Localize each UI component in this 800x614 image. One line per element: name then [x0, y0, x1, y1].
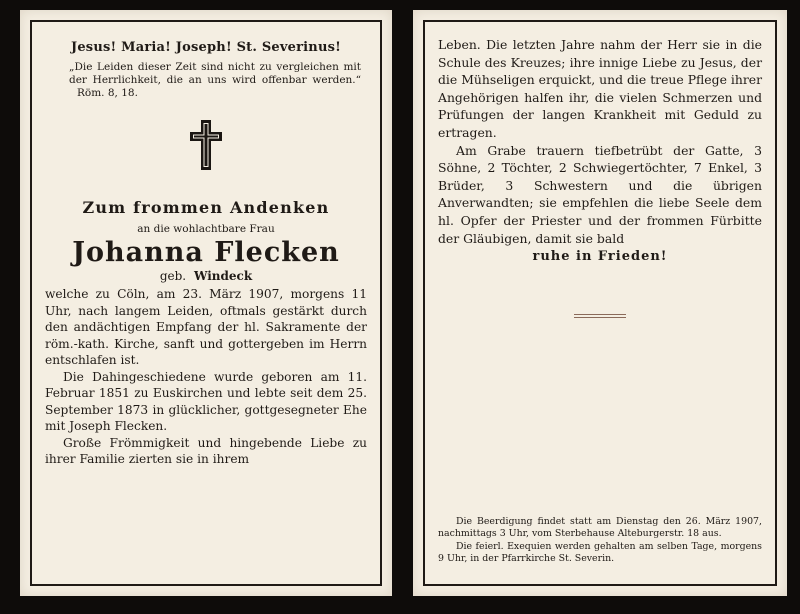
card-border [30, 20, 382, 586]
continuation-paragraph-1: Leben. Die letzten Jahre nahm der Herr sie in die Schule des Kreuzes; ihre innige Liebe zu Jesus, der die Mühseligen erquickt, und die treue Pflege ihrer Angehörigen halfen ihr, die vielen Schmerzen und Prüfungen der langen Krankheit mit Geduld zu ertragen. [438, 37, 762, 140]
cross-icon-wrap [45, 114, 367, 176]
funeral-notice [438, 516, 762, 566]
continuation-text [438, 36, 762, 247]
obituary-text [45, 286, 367, 468]
memorial-card-front [20, 10, 392, 596]
card-front-content [45, 34, 367, 570]
continuation-paragraph-2: Am Grabe trauern tiefbetrübt der Gatte, 3 Söhne, 2 Töchter, 2 Schwiegertöchter, 7 Enkel, 3 Brüder, 3 Schwestern und die übrigen Anverwandten; sie empfehlen die liebe Seele dem hl. Opfer der Priester und der frommen Fürbitte der Gläubigen, damit sie bald [438, 142, 762, 246]
nee-prefix: geb. [159, 269, 187, 283]
maiden-name: Windeck [193, 269, 253, 283]
funeral-notice-burial: Die Beerdigung findet statt am Dienstag den 26. März 1907, nachmittags 3 Uhr, vom Sterbehause Alteburgerstr. 18 aus. [438, 515, 762, 540]
obituary-paragraph-2: Die Dahingeschiedene wurde geboren am 11. Februar 1851 zu Euskirchen und lebte seit dem 25. September 1873 in glücklicher, gottgesegneter Ehe mit Joseph Flecken. [45, 369, 367, 433]
dedication: an die wohlachtbare Frau [137, 223, 275, 235]
quote-text: „Die Leiden dieser Zeit sind nicht zu vergleichen mit der Herrlichkeit, die an uns wird offenbar werden.“ [69, 61, 361, 86]
obituary-paragraph-3: Große Frömmigkeit und hingebende Liebe zu ihrer Familie zierten sie in ihrem [45, 435, 367, 466]
ornamental-divider [574, 314, 626, 318]
memorial-card-back [413, 10, 787, 596]
bible-quote [69, 61, 361, 100]
memorial-heading: Zum frommen Andenken [82, 198, 330, 217]
obituary-paragraph-1: welche zu Cöln, am 23. März 1907, morgens 11 Uhr, nach langem Leiden, oftmals gestärkt durch den andächtigen Empfang der hl. Sakramente der röm.-kath. Kirche, sanft und gottergeben im Herrn entschlafen ist. [45, 287, 367, 367]
maiden-name-line [45, 269, 367, 283]
card-border [423, 20, 777, 586]
invocation: Jesus! Maria! Joseph! St. Severinus! [70, 40, 342, 55]
quote-reference: Röm. 8, 18. [77, 87, 138, 99]
funeral-notice-exequies: Die feierl. Exequien werden gehalten am selben Tage, morgens 9 Uhr, in der Pfarrkirche St. Severin. [438, 540, 762, 565]
card-back-content [438, 34, 762, 570]
deceased-name: Johanna Flecken [72, 237, 340, 268]
latin-cross-icon [188, 119, 224, 171]
farewell-line: ruhe in Frieden! [532, 249, 668, 265]
